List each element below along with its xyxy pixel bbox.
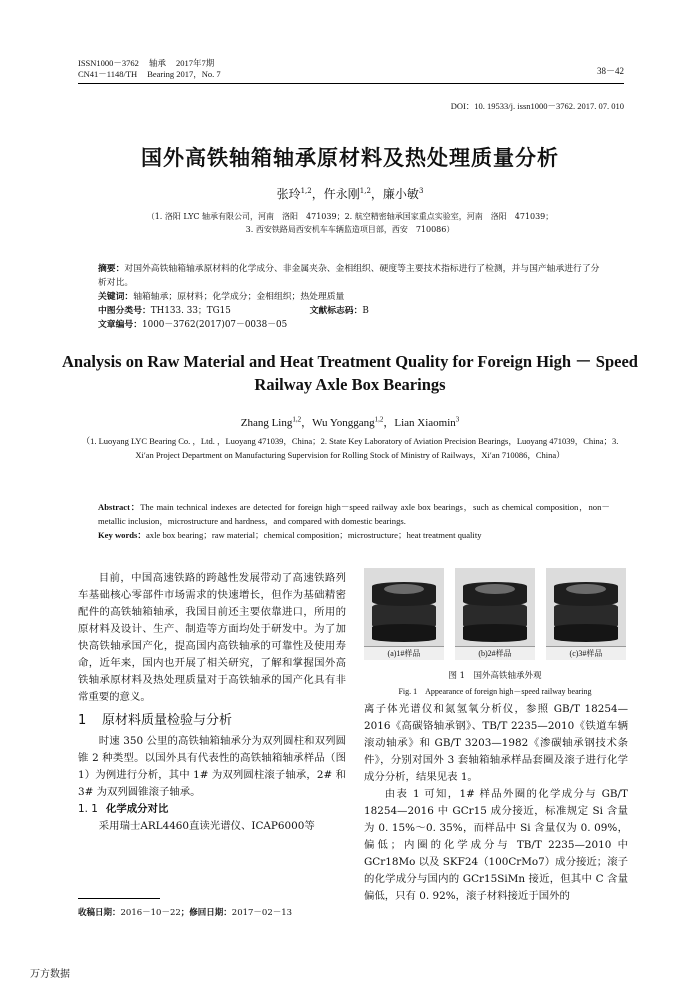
abstract-cn	[98, 262, 608, 290]
received-label: 收稿日期：	[78, 908, 121, 918]
doi: DOI：10. 19533/j. issn1000－3762. 2017. 07. 010	[450, 101, 624, 111]
section-1-title: 原材料质量检验与分析	[102, 713, 233, 728]
abstract-en	[98, 500, 610, 528]
affil-line: （1. 洛阳 LYC 轴承有限公司，河南 洛阳 471039；2. 航空精密轴承国家重点实验室，河南 洛阳 471039；	[146, 212, 554, 221]
page-range: 38－42	[596, 66, 624, 76]
author-sup: 1,2	[359, 187, 371, 195]
figure-1	[364, 568, 626, 660]
clc	[98, 304, 269, 318]
keywords-cn	[98, 290, 608, 304]
article-number-value: 1000－3762(2017)07－0038－05	[142, 320, 288, 330]
revised-label: ；修回日期：	[180, 908, 232, 918]
author-sup: 1,2	[300, 187, 312, 195]
bearing-photo-3	[546, 568, 626, 660]
issue-cn: 2017年7期	[175, 58, 215, 68]
clc-label: 中图分类号：	[98, 306, 151, 316]
author-name: Lian Xiaomin	[394, 417, 456, 429]
photo-caption: (b)2#样品	[455, 646, 535, 660]
journal-name-cn: 轴承	[148, 58, 166, 68]
author-name: 仵永刚	[323, 187, 360, 201]
watermark: 万方数据	[30, 969, 70, 980]
abstract-en-block	[98, 500, 610, 542]
author-name: 张玲	[276, 187, 301, 201]
photo-caption: (a)1#样品	[364, 646, 444, 660]
section-1-1-number: 1. 1	[78, 803, 98, 815]
article-number-label: 文章编号：	[98, 320, 142, 330]
author-name: Zhang Ling	[240, 417, 293, 429]
author-sup: 1,2	[292, 415, 302, 424]
affiliations-cn	[80, 210, 620, 236]
keywords-en	[98, 528, 610, 542]
abstract-cn-label: 摘要：	[98, 264, 125, 274]
issn: ISSN1000－3762	[78, 58, 139, 68]
footnote-rule	[78, 898, 160, 899]
section-1-1-title: 化学成分对比	[106, 803, 169, 815]
clc-value: TH133. 33；TG15	[150, 306, 231, 316]
author-sup: 3	[418, 187, 424, 195]
bearing-photo-2	[455, 568, 535, 660]
cn-number: CN41－1148/TH	[78, 69, 138, 79]
title-en: Analysis on Raw Material and Heat Treatment Quality for Foreign High － Speed Railway Axle Box Bearings	[62, 352, 638, 394]
body-right-column	[364, 701, 628, 905]
abstract-cn-text: 对国外高铁轴箱轴承原材料的化学成分、非金属夹杂、金相组织、硬度等主要技术指标进行了检测，并与国产轴承进行了分析对比。	[98, 264, 600, 288]
doc-code	[310, 304, 407, 318]
author-sup: 1,2	[374, 415, 384, 424]
intro-paragraph: 目前，中国高速铁路的跨越性发展带动了高速铁路列车基础核心零部件市场需求的快速增长，但作为基础精密配件的高铁轴箱轴承，我国目前还主要依靠进口，所用的原材料及设计、生产、制造等方面均处于研发中。为了加快高铁轴承国产化，提高国内高铁轴承的可靠性及使用寿命，近年来，国内也开展了相关研究，了解和掌握国外高铁轴承原材料及热处理质量对于高铁轴承的国产化具有非常重要的意义。	[78, 572, 346, 703]
figure-caption-en: Fig. 1 Appearance of foreign high－speed railway bearing	[398, 687, 592, 696]
title-cn: 国外高铁轴箱轴承原材料及热处理质量分析	[141, 146, 559, 170]
doc-code-label: 文献标志码：	[309, 306, 363, 316]
journal-name-en: Bearing 2017，No. 7	[147, 69, 221, 79]
section-1-paragraph: 时速 350 公里的高铁轴箱轴承分为双列圆柱和双列圆锥 2 种类型。以国外具有代表性的高铁轴箱轴承样品（图 1）为例进行分析，其中 1# 为双列圆柱滚子轴承，2# 和 3# 为双列圆锥滚子轴承。	[78, 735, 346, 798]
bearing-photo-1	[364, 568, 444, 660]
abstract-cn-block	[98, 262, 608, 332]
section-1-heading	[78, 712, 346, 729]
author-name: Wu Yonggang	[312, 417, 375, 429]
authors-cn: 张玲$^{1,2}$，仵永刚$^{1,2}$，廉小敏$^3$	[276, 187, 424, 201]
doc-code-value: B	[362, 306, 369, 316]
received-date: 2016－10－22	[120, 908, 181, 918]
section-1-1-paragraph: 采用瑞士ARL4460直读光谱仪、ICAP6000等	[98, 820, 315, 832]
figure-caption-cn: 图 1 国外高铁轴承外观	[448, 671, 542, 681]
article-number	[98, 318, 325, 332]
footnote	[78, 906, 292, 918]
journal-header-left	[78, 58, 231, 80]
section-1-1-heading	[78, 801, 346, 818]
keywords-cn-label: 关键词：	[98, 292, 134, 302]
affil-line: 3. 西安铁路局西安机车车辆监造项目部，西安 710086）	[245, 225, 455, 234]
author-sup: 3	[455, 415, 460, 424]
paragraph: 由表 1 可知，1# 样品外圈的化学成分与 GB/T 18254—2016 中 GCr15 成分接近，标准规定 Si 含量为 0. 15%～0. 35%，而样品中 Si 含量仅为 0. 09%，偏低；内圈的化学成分与 TB/T 2235—2010 中 GCr18Mo 以及 SKF24（100CrMo7）成分接近；滚子的化学成分与国内的 GCr15SiMn 接近，但其中 C 含量偏低，只有 0. 92%，滚子材料接近于国外的	[364, 788, 628, 902]
keywords-en-label: Key words：	[98, 530, 146, 540]
photo-caption: (c)3#样品	[546, 646, 626, 660]
abstract-en-text: The main technical indexes are detected for foreign high－speed railway axle box bearings，such as chemical composition，non－metallic inclusion，microstructure and hardness，and compared with domestic bearings.	[98, 502, 610, 526]
revised-date: 2017－02－13	[231, 908, 293, 918]
authors-en: Zhang Ling$^{1,2}$，Wu Yonggang$^{1,2}$，Lian Xiaomin$^3$	[240, 415, 460, 429]
header-rule	[78, 83, 624, 84]
abstract-en-label: Abstract：	[98, 502, 141, 512]
affiliations-en: （1. Luoyang LYC Bearing Co. ，Ltd. ，Luoyang 471039，China；2. State Key Laboratory of Aviation Precision Bearings，Luoyang 471039，China；3. Xi′an Project Department on Manufacturing Supervision for Rolling Stock of Ministry of Railways，Xi′an 710086，China）	[81, 436, 619, 460]
section-1-number: 1	[78, 713, 87, 728]
keywords-en-text: axle box bearing；raw material；chemical composition；microstructure；heat treatment quality	[145, 530, 482, 540]
keywords-cn-text: 轴箱轴承；原材料；化学成分；金相组织；热处理质量	[133, 292, 345, 302]
author-name: 廉小敏	[382, 187, 419, 201]
body-left-column	[78, 570, 346, 835]
classification-row	[98, 304, 608, 332]
paragraph: 离子体光谱仪和氮氢氧分析仪，参照 GB/T 18254—2016《高碳铬轴承钢》、TB/T 2235—2010《铁道车辆滚动轴承》和 GB/T 3203—1982《渗碳轴承钢技术条件》，分别对国外 3 套轴箱轴承样品套圈及滚子进行化学成分分析，结果见表 1。	[364, 703, 628, 783]
